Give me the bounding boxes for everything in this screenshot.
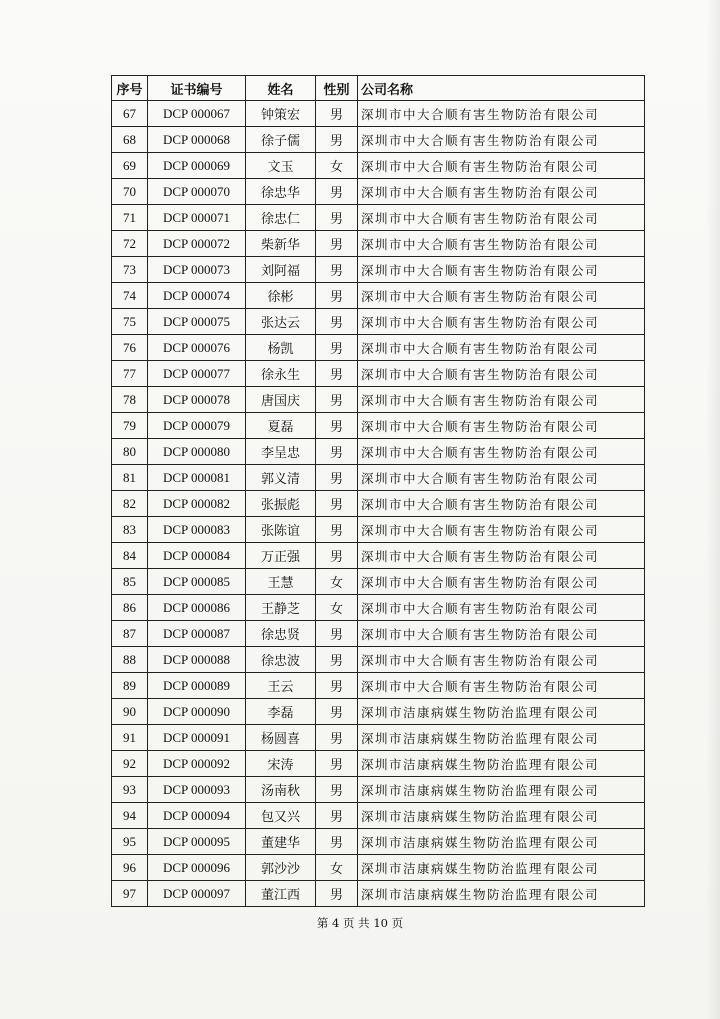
cell-gender: 男 [316, 803, 358, 829]
cell-name: 董建华 [246, 829, 316, 855]
table-row [112, 517, 645, 543]
cell-name: 郭义清 [246, 465, 316, 491]
table-row [112, 309, 645, 335]
table-row [112, 127, 645, 153]
cell-name: 张振彪 [246, 491, 316, 517]
cell-cert-number: DCP 000081 [148, 465, 246, 491]
cell-serial: 71 [112, 205, 148, 231]
table-row [112, 101, 645, 127]
cell-gender: 男 [316, 621, 358, 647]
cell-gender: 男 [316, 257, 358, 283]
cell-serial: 78 [112, 387, 148, 413]
cell-gender: 男 [316, 491, 358, 517]
page-footer: 第 4 页 共 10 页 [316, 916, 404, 930]
cell-serial: 92 [112, 751, 148, 777]
table-body [112, 101, 645, 907]
header-cert-number: 证书编号 [148, 76, 246, 101]
cell-cert-number: DCP 000075 [148, 309, 246, 335]
cell-serial: 96 [112, 855, 148, 881]
cell-company: 深圳市中大合顺有害生物防治有限公司 [358, 413, 645, 439]
header-gender: 性别 [316, 76, 358, 101]
cell-company: 深圳市中大合顺有害生物防治有限公司 [358, 673, 645, 699]
cell-name: 徐忠贤 [246, 621, 316, 647]
cell-gender: 男 [316, 127, 358, 153]
table-row [112, 179, 645, 205]
cell-company: 深圳市洁康病媒生物防治监理有限公司 [358, 829, 645, 855]
cell-serial: 89 [112, 673, 148, 699]
cell-gender: 男 [316, 205, 358, 231]
cell-name: 包又兴 [246, 803, 316, 829]
cell-company: 深圳市洁康病媒生物防治监理有限公司 [358, 855, 645, 881]
table-row [112, 699, 645, 725]
cell-gender: 男 [316, 283, 358, 309]
cell-company: 深圳市中大合顺有害生物防治有限公司 [358, 127, 645, 153]
cell-gender: 男 [316, 309, 358, 335]
cell-serial: 74 [112, 283, 148, 309]
cell-cert-number: DCP 000083 [148, 517, 246, 543]
cell-company: 深圳市中大合顺有害生物防治有限公司 [358, 595, 645, 621]
table-row [112, 621, 645, 647]
cell-serial: 73 [112, 257, 148, 283]
table-header-row [112, 76, 645, 101]
cell-name: 宋涛 [246, 751, 316, 777]
cell-serial: 97 [112, 881, 148, 907]
cell-serial: 82 [112, 491, 148, 517]
cell-cert-number: DCP 000091 [148, 725, 246, 751]
cell-name: 万正强 [246, 543, 316, 569]
cell-cert-number: DCP 000074 [148, 283, 246, 309]
cell-name: 唐国庆 [246, 387, 316, 413]
cell-company: 深圳市中大合顺有害生物防治有限公司 [358, 439, 645, 465]
cell-serial: 87 [112, 621, 148, 647]
scan-edge-shadow [706, 0, 720, 1019]
cell-cert-number: DCP 000097 [148, 881, 246, 907]
table-row [112, 647, 645, 673]
header-serial: 序号 [112, 76, 148, 101]
cell-cert-number: DCP 000078 [148, 387, 246, 413]
cell-company: 深圳市中大合顺有害生物防治有限公司 [358, 387, 645, 413]
cell-company: 深圳市中大合顺有害生物防治有限公司 [358, 205, 645, 231]
cell-company: 深圳市中大合顺有害生物防治有限公司 [358, 153, 645, 179]
cell-gender: 男 [316, 543, 358, 569]
table-row [112, 387, 645, 413]
cell-name: 王静芝 [246, 595, 316, 621]
cell-company: 深圳市中大合顺有害生物防治有限公司 [358, 231, 645, 257]
cell-gender: 男 [316, 179, 358, 205]
cell-name: 徐永生 [246, 361, 316, 387]
cell-serial: 81 [112, 465, 148, 491]
table-row [112, 569, 645, 595]
cell-serial: 86 [112, 595, 148, 621]
cell-serial: 77 [112, 361, 148, 387]
table-row [112, 231, 645, 257]
cell-name: 徐彬 [246, 283, 316, 309]
cell-cert-number: DCP 000073 [148, 257, 246, 283]
cell-serial: 80 [112, 439, 148, 465]
cell-gender: 男 [316, 231, 358, 257]
cell-name: 刘阿福 [246, 257, 316, 283]
cell-company: 深圳市中大合顺有害生物防治有限公司 [358, 517, 645, 543]
cell-serial: 84 [112, 543, 148, 569]
cell-serial: 85 [112, 569, 148, 595]
cell-name: 徐子儒 [246, 127, 316, 153]
cell-serial: 91 [112, 725, 148, 751]
cell-company: 深圳市中大合顺有害生物防治有限公司 [358, 543, 645, 569]
cell-name: 钟策宏 [246, 101, 316, 127]
cell-cert-number: DCP 000087 [148, 621, 246, 647]
cell-name: 徐忠波 [246, 647, 316, 673]
cell-gender: 男 [316, 439, 358, 465]
cell-serial: 69 [112, 153, 148, 179]
cell-serial: 94 [112, 803, 148, 829]
table-row [112, 283, 645, 309]
cell-gender: 女 [316, 595, 358, 621]
cell-cert-number: DCP 000072 [148, 231, 246, 257]
cell-serial: 83 [112, 517, 148, 543]
cell-cert-number: DCP 000082 [148, 491, 246, 517]
table-row [112, 855, 645, 881]
table-row [112, 543, 645, 569]
cell-gender: 男 [316, 777, 358, 803]
cell-cert-number: DCP 000068 [148, 127, 246, 153]
table-row [112, 491, 645, 517]
cell-company: 深圳市中大合顺有害生物防治有限公司 [358, 283, 645, 309]
cell-company: 深圳市中大合顺有害生物防治有限公司 [358, 179, 645, 205]
cell-cert-number: DCP 000080 [148, 439, 246, 465]
table-row [112, 725, 645, 751]
cell-serial: 76 [112, 335, 148, 361]
cell-name: 文玉 [246, 153, 316, 179]
cell-serial: 75 [112, 309, 148, 335]
cell-company: 深圳市中大合顺有害生物防治有限公司 [358, 569, 645, 595]
cell-serial: 72 [112, 231, 148, 257]
table-row [112, 465, 645, 491]
cell-serial: 88 [112, 647, 148, 673]
cell-serial: 79 [112, 413, 148, 439]
cell-company: 深圳市洁康病媒生物防治监理有限公司 [358, 725, 645, 751]
cell-company: 深圳市中大合顺有害生物防治有限公司 [358, 335, 645, 361]
table-row [112, 829, 645, 855]
cell-cert-number: DCP 000077 [148, 361, 246, 387]
cell-gender: 男 [316, 829, 358, 855]
cell-name: 杨凯 [246, 335, 316, 361]
table-row [112, 673, 645, 699]
cell-company: 深圳市中大合顺有害生物防治有限公司 [358, 309, 645, 335]
cell-gender: 女 [316, 569, 358, 595]
table-row [112, 803, 645, 829]
cell-serial: 67 [112, 101, 148, 127]
header-company: 公司名称 [358, 76, 645, 101]
table-row [112, 361, 645, 387]
cell-cert-number: DCP 000067 [148, 101, 246, 127]
cell-company: 深圳市中大合顺有害生物防治有限公司 [358, 101, 645, 127]
table-row [112, 439, 645, 465]
cell-cert-number: DCP 000085 [148, 569, 246, 595]
table-row [112, 153, 645, 179]
cell-name: 夏磊 [246, 413, 316, 439]
cell-gender: 男 [316, 101, 358, 127]
cell-company: 深圳市中大合顺有害生物防治有限公司 [358, 465, 645, 491]
cell-cert-number: DCP 000070 [148, 179, 246, 205]
cell-cert-number: DCP 000086 [148, 595, 246, 621]
table-row [112, 257, 645, 283]
table-row [112, 413, 645, 439]
cell-cert-number: DCP 000071 [148, 205, 246, 231]
cell-name: 李呈忠 [246, 439, 316, 465]
cell-cert-number: DCP 000092 [148, 751, 246, 777]
cell-cert-number: DCP 000094 [148, 803, 246, 829]
table-row [112, 777, 645, 803]
table-row [112, 881, 645, 907]
table-row [112, 205, 645, 231]
cell-gender: 男 [316, 647, 358, 673]
cell-gender: 男 [316, 361, 358, 387]
cell-serial: 68 [112, 127, 148, 153]
cell-name: 张陈谊 [246, 517, 316, 543]
cell-cert-number: DCP 000096 [148, 855, 246, 881]
cell-name: 李磊 [246, 699, 316, 725]
cell-name: 王云 [246, 673, 316, 699]
cell-gender: 男 [316, 465, 358, 491]
cell-gender: 男 [316, 881, 358, 907]
cell-serial: 90 [112, 699, 148, 725]
table-row [112, 335, 645, 361]
cell-gender: 男 [316, 517, 358, 543]
cell-company: 深圳市中大合顺有害生物防治有限公司 [358, 647, 645, 673]
header-name: 姓名 [246, 76, 316, 101]
cell-gender: 男 [316, 699, 358, 725]
cell-gender: 男 [316, 413, 358, 439]
cell-gender: 男 [316, 725, 358, 751]
certificate-roster-table [111, 75, 645, 907]
cell-name: 汤南秋 [246, 777, 316, 803]
cell-serial: 93 [112, 777, 148, 803]
cell-name: 杨圆喜 [246, 725, 316, 751]
cell-name: 郭沙沙 [246, 855, 316, 881]
cell-cert-number: DCP 000090 [148, 699, 246, 725]
cell-company: 深圳市洁康病媒生物防治监理有限公司 [358, 751, 645, 777]
cell-company: 深圳市洁康病媒生物防治监理有限公司 [358, 777, 645, 803]
cell-gender: 男 [316, 751, 358, 777]
cell-name: 张达云 [246, 309, 316, 335]
cell-cert-number: DCP 000089 [148, 673, 246, 699]
cell-gender: 男 [316, 673, 358, 699]
cell-serial: 70 [112, 179, 148, 205]
cell-cert-number: DCP 000084 [148, 543, 246, 569]
cell-cert-number: DCP 000069 [148, 153, 246, 179]
cell-name: 王慧 [246, 569, 316, 595]
cell-gender: 男 [316, 387, 358, 413]
cell-cert-number: DCP 000088 [148, 647, 246, 673]
cell-company: 深圳市中大合顺有害生物防治有限公司 [358, 491, 645, 517]
cell-name: 徐忠仁 [246, 205, 316, 231]
cell-company: 深圳市洁康病媒生物防治监理有限公司 [358, 699, 645, 725]
cell-company: 深圳市洁康病媒生物防治监理有限公司 [358, 803, 645, 829]
cell-gender: 女 [316, 153, 358, 179]
cell-serial: 95 [112, 829, 148, 855]
cell-name: 柴新华 [246, 231, 316, 257]
table-row [112, 595, 645, 621]
cell-company: 深圳市洁康病媒生物防治监理有限公司 [358, 881, 645, 907]
cell-name: 董江西 [246, 881, 316, 907]
cell-cert-number: DCP 000095 [148, 829, 246, 855]
cell-name: 徐忠华 [246, 179, 316, 205]
cell-company: 深圳市中大合顺有害生物防治有限公司 [358, 257, 645, 283]
cell-gender: 男 [316, 335, 358, 361]
table-row [112, 751, 645, 777]
cell-cert-number: DCP 000093 [148, 777, 246, 803]
cell-company: 深圳市中大合顺有害生物防治有限公司 [358, 621, 645, 647]
cell-gender: 女 [316, 855, 358, 881]
cell-cert-number: DCP 000076 [148, 335, 246, 361]
cell-company: 深圳市中大合顺有害生物防治有限公司 [358, 361, 645, 387]
cell-cert-number: DCP 000079 [148, 413, 246, 439]
